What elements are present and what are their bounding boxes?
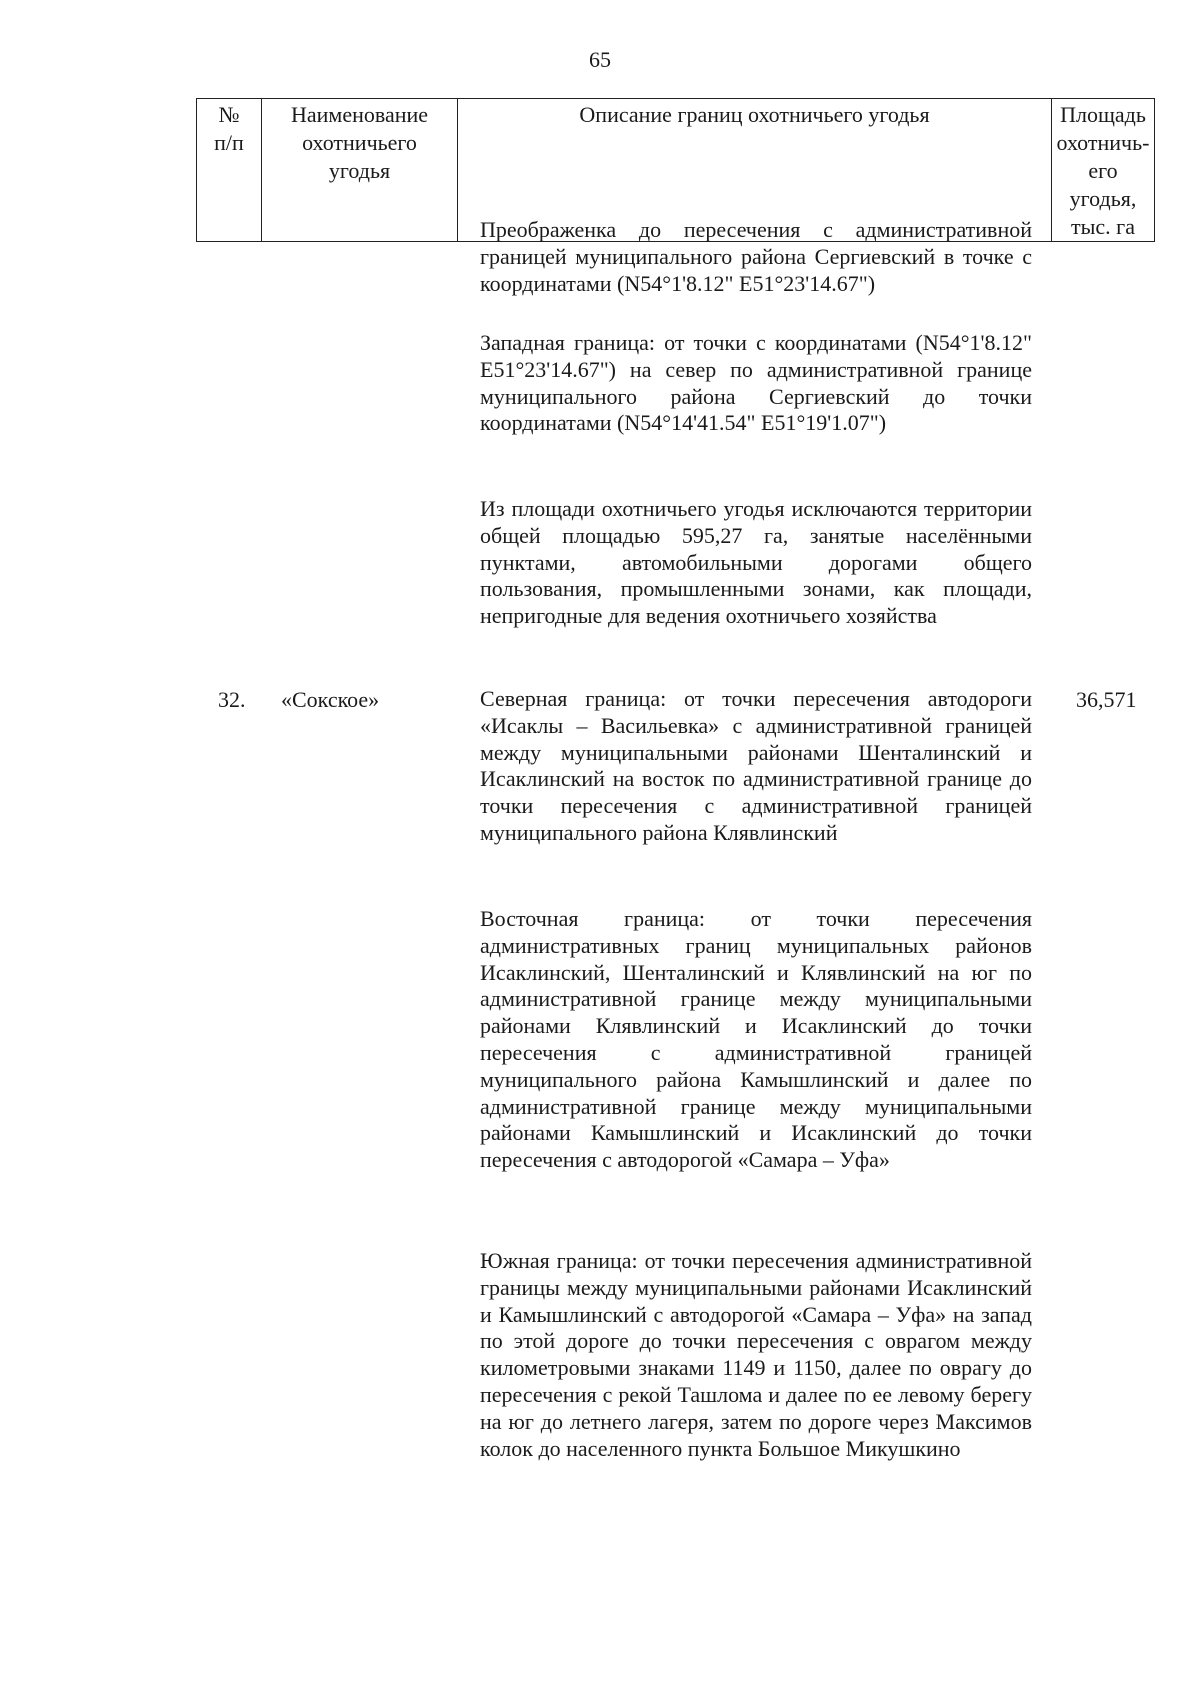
header-name: Наименование охотничьего угодья (262, 99, 458, 242)
entry-number: 32. (218, 687, 246, 712)
header-number: № п/п (197, 99, 262, 242)
entry-area: 36,571 (1076, 687, 1137, 712)
entry-east-boundary: Восточная граница: от точки пересечения административных границ муниципальных районов Исаклинский, Шенталинский и Клявлинский на юг по административной границе между муниципальными районами Клявлинский и Исаклинский до точки пересечения с административной границей муниципального района Камышлинский и далее по административной границе между муниципальными районами Камышлинский и Исаклинский до точки пересечения с автодорогой «Самара – Уфа» (480, 906, 1032, 1173)
entry-north-boundary: Северная граница: от точки пересечения автодороги «Исаклы – Васильевка» с административной границей между муниципальными районами Шенталинский и Исаклинский на восток по административной границе до точки пересечения с административной границей муниципального района Клявлинский (480, 686, 1032, 845)
continuation-paragraph-end-of-boundary: Преображенка до пересечения с административной границей муниципального района Сергиевский в точке с координатами (N54°1'8.12" E51°23'14.67") (480, 217, 1032, 296)
entry-name: «Сокское» (281, 687, 380, 712)
header-area: Площадь охотничь- его угодья, тыс. га (1052, 99, 1155, 242)
entry-south-boundary: Южная граница: от точки пересечения административной границы между муниципальными районами Исаклинский и Камышлинский с автодорогой «Самара – Уфа» на запад по этой дороге до точки пересечения с оврагом между километровыми знаками 1149 и 1150, далее по оврагу до пересечения с рекой Ташлома и далее по ее левому берегу на юг до летнего лагеря, затем по дороге через Максимов колок до населенного пункта Большое Микушкино (480, 1248, 1032, 1461)
page-number: 65 (589, 47, 611, 72)
header-description: Описание границ охотничьего угодья (458, 99, 1052, 242)
continuation-paragraph-excluded-area: Из площади охотничьего угодья исключаются территории общей площадью 595,27 га, занятые населёнными пунктами, автомобильными дорогами общего пользования, промышленными зонами, как площади, непригодные для ведения охотничьего хозяйства (480, 496, 1032, 629)
continuation-paragraph-west-boundary: Западная граница: от точки с координатами (N54°1'8.12" E51°23'14.67") на север по административной границе муниципального района Сергиевский до точки координатами (N54°14'41.54" E51°19'1.07") (480, 330, 1032, 436)
